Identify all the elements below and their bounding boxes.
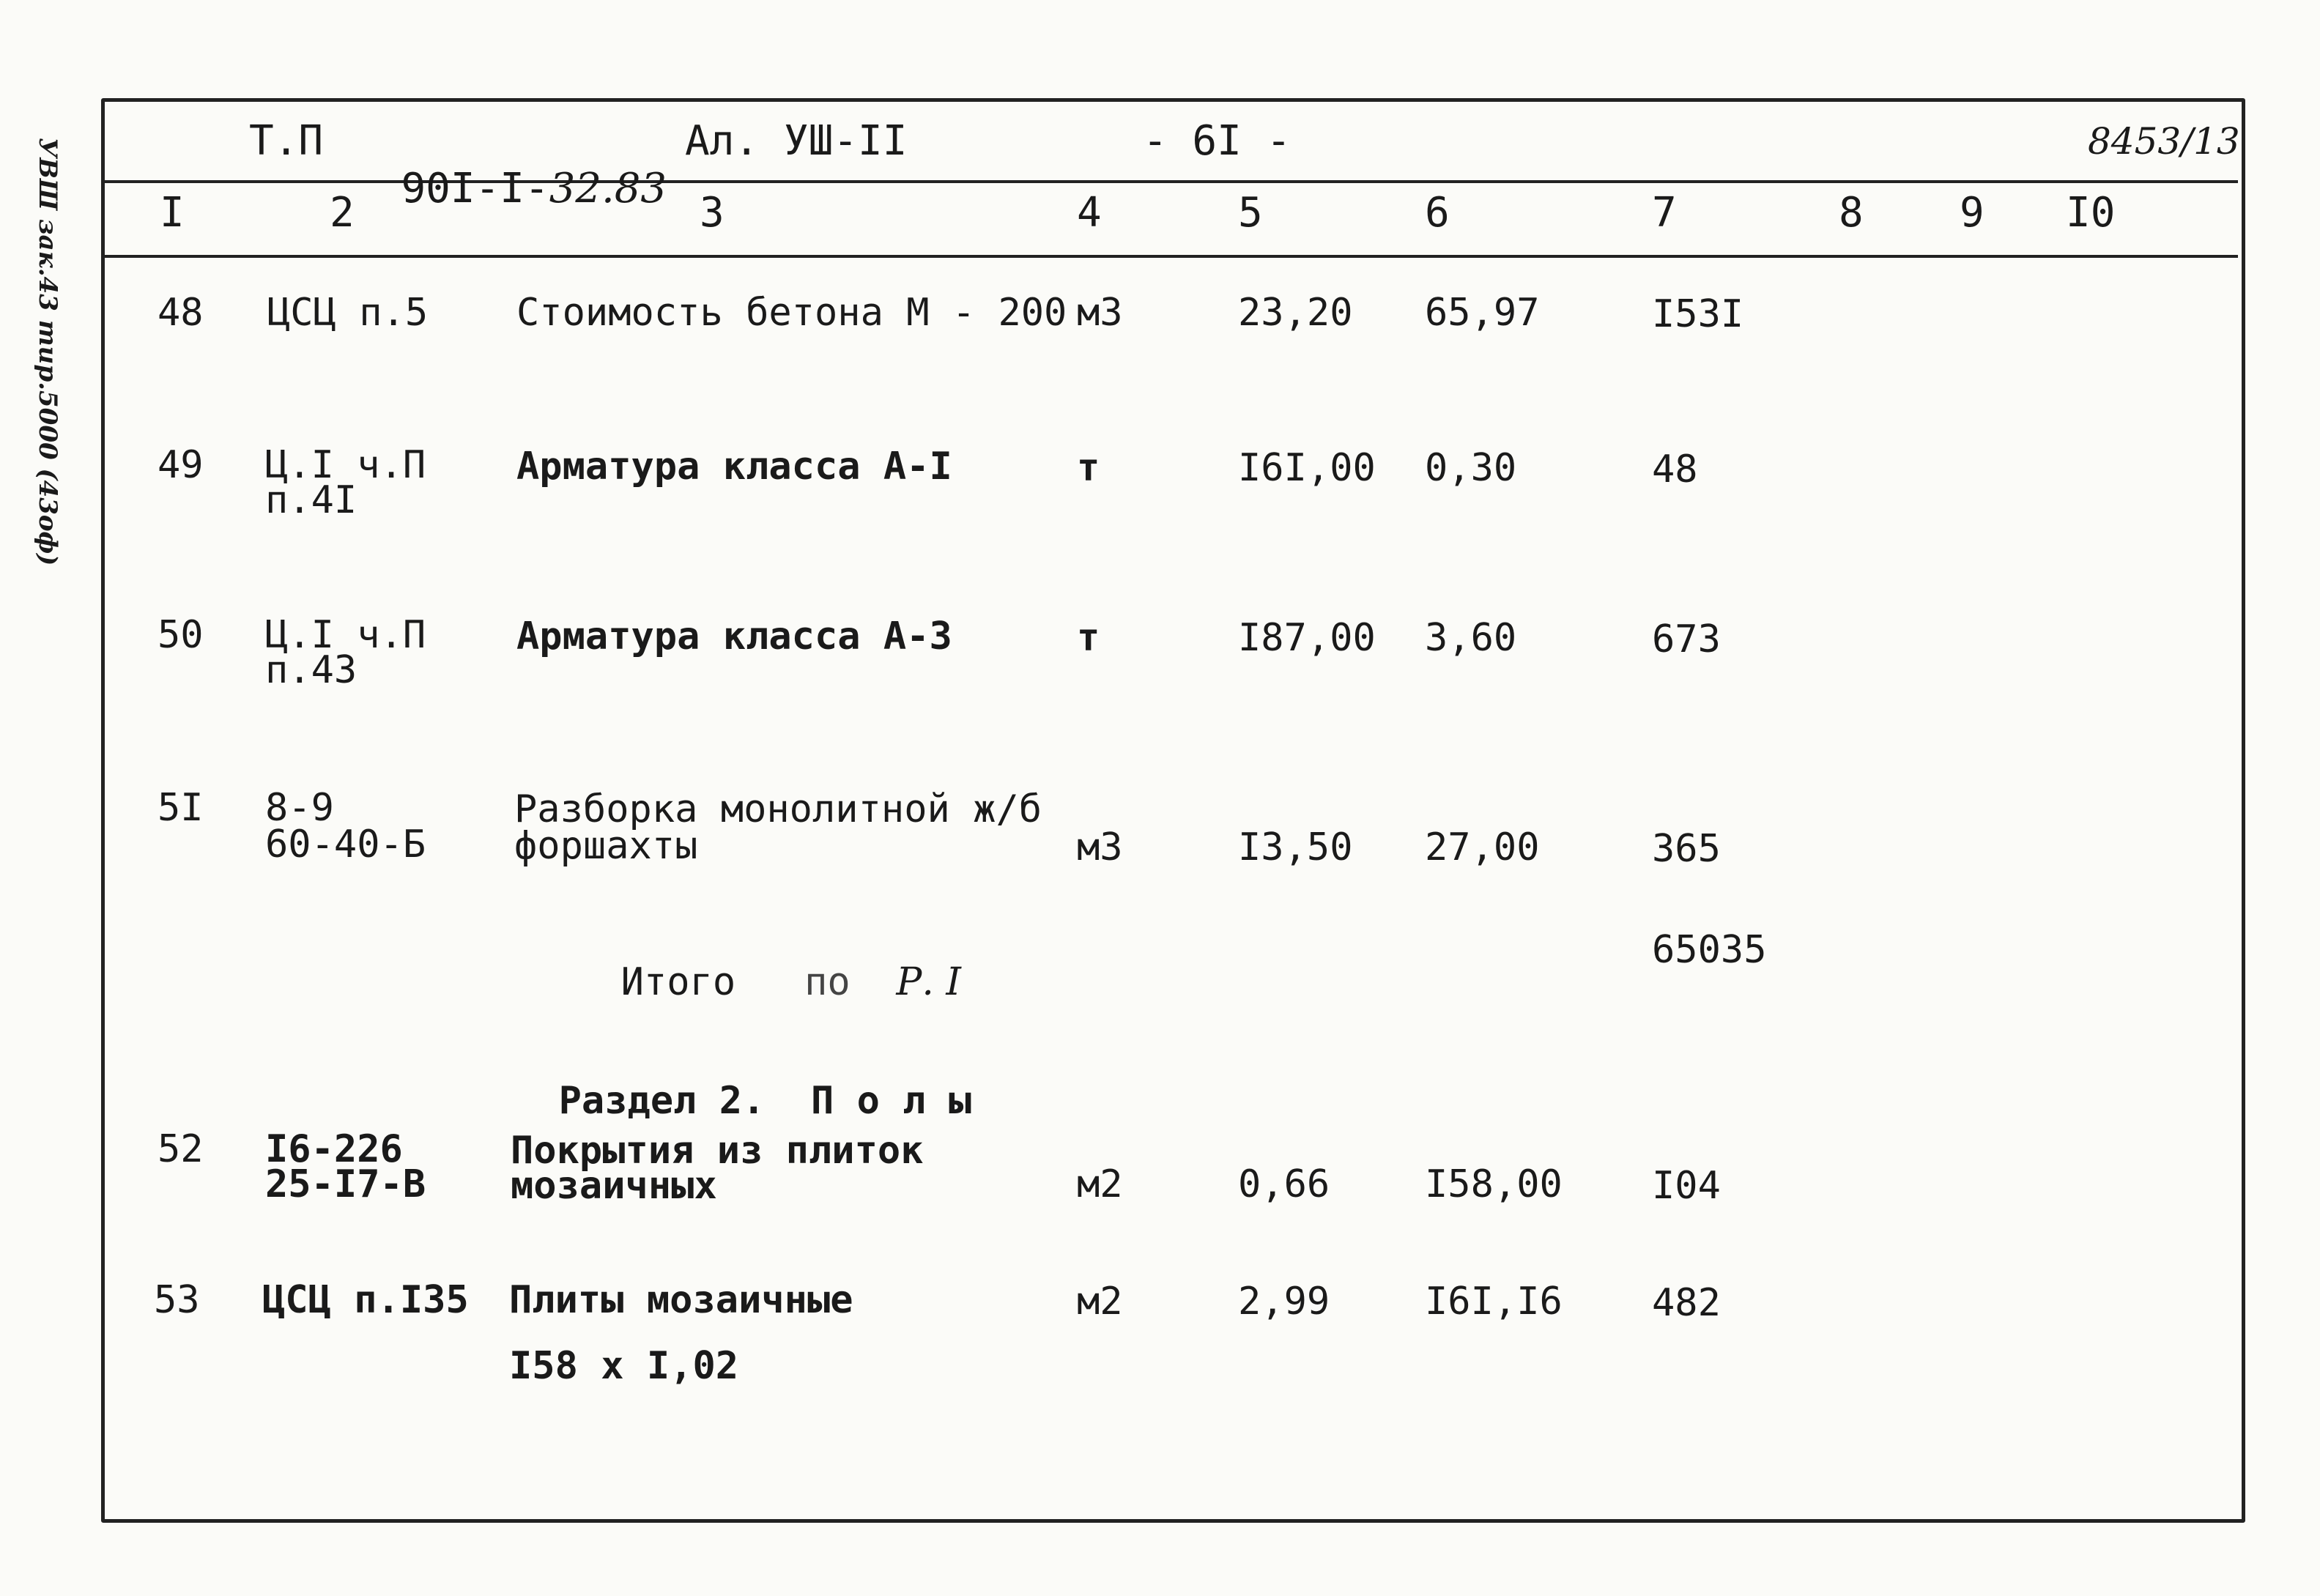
side-stamp-text: УВШ зак.43 тир.5000 (43oф) [33, 137, 62, 566]
column-numbers-divider [105, 255, 2238, 258]
subtotal-by: по [804, 960, 850, 1004]
row-description: Покрытия из плиток [511, 1129, 924, 1173]
row-unit-price: 3,60 [1425, 616, 1517, 660]
subtotal-value: 65035 [1652, 928, 1767, 972]
section-title-name: П о л ы [811, 1079, 972, 1123]
section-title-label: Раздел 2. [558, 1079, 766, 1123]
column-number-6: 6 [1425, 189, 1450, 237]
header-project-number: 90I-I- [401, 165, 549, 212]
row-number: 52 [157, 1127, 204, 1171]
row-code: I6-226 [265, 1127, 403, 1171]
row-code: Ц.I ч.П [265, 443, 426, 487]
row-unit: м2 [1077, 1280, 1123, 1324]
column-number-4: 4 [1077, 189, 1102, 237]
row-unit: м3 [1077, 825, 1123, 869]
row-code-line-2: п.43 [265, 648, 357, 692]
row-number: 50 [157, 613, 204, 657]
row-code-line-2: 25-I7-В [265, 1162, 426, 1206]
row-total: I04 [1652, 1164, 1721, 1208]
header-album: Ал. УШ-II [685, 117, 908, 165]
row-description: Арматура класса А-3 [516, 615, 952, 658]
column-number-8: 8 [1839, 189, 1864, 237]
subtotal-word: Итого [620, 960, 736, 1004]
row-description: Стоимость бетона М - 200 [516, 291, 1067, 335]
row-quantity: 23,20 [1238, 291, 1353, 335]
row-unit-price: I6I,I6 [1425, 1280, 1563, 1324]
header-reference: 8453/13 [2088, 120, 2240, 163]
column-number-9: 9 [1960, 189, 1984, 237]
row-description-line-2: мозаичных [511, 1164, 717, 1208]
row-unit-price: 0,30 [1425, 446, 1517, 490]
row-unit-price: I58,00 [1425, 1162, 1563, 1206]
column-number-10: I0 [2066, 189, 2116, 237]
row-total: I53I [1652, 292, 1744, 336]
row-description: Плиты мозаичные [509, 1278, 853, 1322]
column-number-5: 5 [1238, 189, 1263, 237]
header-series: Т.П [249, 117, 324, 165]
row-unit-price: 65,97 [1425, 291, 1540, 335]
header-project-handwritten: 32.83 [549, 165, 667, 212]
column-number-3: 3 [700, 189, 724, 237]
row-quantity: 0,66 [1238, 1162, 1330, 1206]
row-number: 49 [157, 443, 204, 487]
row-code-line-2: п.4I [265, 478, 357, 522]
row-total: 482 [1652, 1281, 1721, 1325]
row-unit: м2 [1077, 1162, 1123, 1206]
row-code: Ц.I ч.П [265, 613, 426, 657]
row-total: 673 [1652, 617, 1721, 661]
row-quantity: I3,50 [1238, 825, 1353, 869]
subtotal-label [575, 927, 961, 1004]
row-quantity: 2,99 [1238, 1280, 1330, 1324]
side-stamp [22, 103, 73, 601]
row-number: 53 [154, 1278, 200, 1322]
row-unit: м3 [1077, 291, 1123, 335]
row-quantity: I87,00 [1238, 616, 1376, 660]
row-number: 5I [157, 786, 204, 830]
column-number-2: 2 [330, 189, 355, 237]
section-title [513, 1046, 972, 1123]
subtotal-section: Р. I [896, 960, 961, 1004]
row-unit: т [1077, 446, 1100, 490]
row-description: Арматура класса А-I [516, 445, 952, 489]
row-code: ЦСЦ п.5 [267, 291, 429, 335]
row-quantity: I6I,00 [1238, 446, 1376, 490]
row-code-line-2: 60-40-Б [265, 823, 426, 866]
header-project [352, 117, 667, 212]
page-number: - 6I - [1143, 117, 1291, 165]
row-description: Разборка монолитной ж/б [514, 787, 1042, 831]
row-description-line-2: форшахты [514, 824, 698, 868]
row-number: 48 [157, 291, 204, 335]
column-number-7: 7 [1652, 189, 1677, 237]
row-description-line-2: I58 x I,02 [509, 1344, 739, 1388]
row-unit: т [1077, 616, 1100, 660]
row-code: 8-9 [265, 786, 334, 830]
row-unit-price: 27,00 [1425, 825, 1540, 869]
row-total: 48 [1652, 448, 1698, 491]
column-number-1: I [160, 189, 185, 237]
row-code: ЦСЦ п.I35 [262, 1278, 469, 1322]
row-total: 365 [1652, 827, 1721, 871]
